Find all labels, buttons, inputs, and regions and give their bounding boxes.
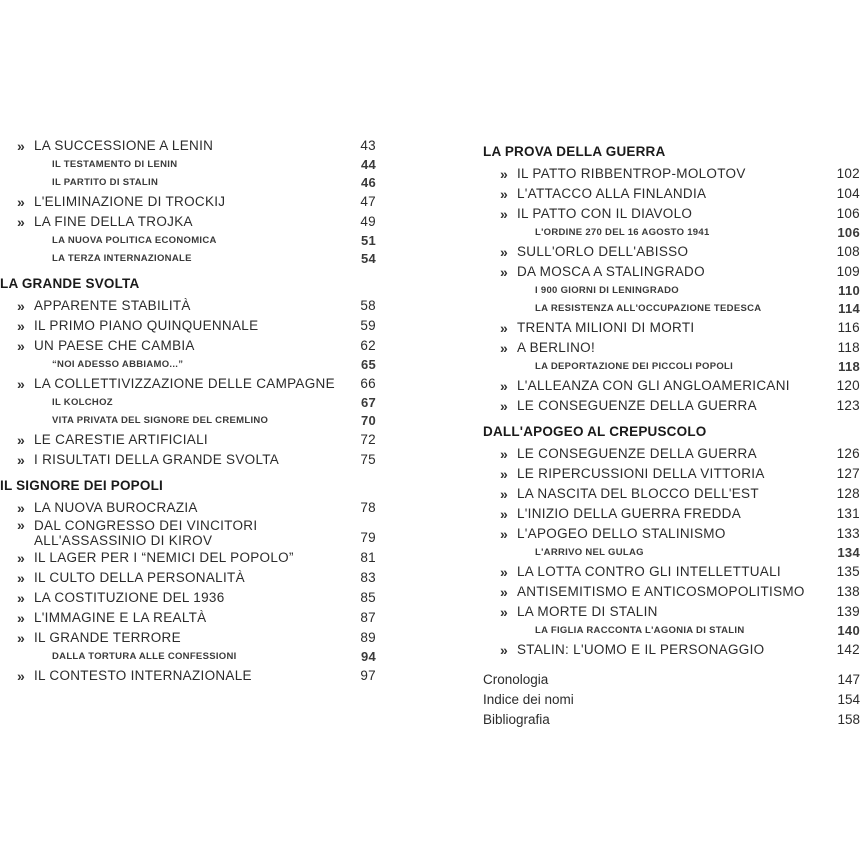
toc-subentry-il-testamento-di-lenin[interactable] xyxy=(0,156,376,174)
page-number: 108 xyxy=(836,244,860,259)
entry-title: LE CONSEGUENZE DELLA GUERRA xyxy=(517,446,757,461)
toc-subentry-la-deportazione-dei-piccoli-popoli[interactable] xyxy=(483,358,860,376)
entry-title: LA DEPORTAZIONE DEI PICCOLI POPOLI xyxy=(535,361,734,372)
toc-entry-l-immagine-e-la-realt[interactable] xyxy=(0,608,376,628)
page-number: 85 xyxy=(360,590,376,605)
double-chevron-icon: » xyxy=(500,466,509,482)
page-number: 123 xyxy=(836,398,860,413)
toc-subentry-la-nuova-politica-economica[interactable] xyxy=(0,232,376,250)
entry-title: LA NUOVA POLITICA ECONOMICA xyxy=(52,235,217,246)
entry-title: I RISULTATI DELLA GRANDE SVOLTA xyxy=(34,452,280,467)
toc-entry-dal-congresso-dei-vincitori-all-assassin[interactable] xyxy=(0,518,376,548)
page-number: 78 xyxy=(360,500,376,515)
page-number: 147 xyxy=(837,672,860,687)
page-number: 110 xyxy=(838,283,860,298)
toc-entry-da-mosca-a-stalingrado[interactable] xyxy=(483,262,860,282)
page-number: 131 xyxy=(836,506,860,521)
toc-entry-il-contesto-internazionale[interactable] xyxy=(0,666,376,686)
double-chevron-icon: » xyxy=(500,206,509,222)
entry-title: LA FIGLIA RACCONTA L'AGONIA DI STALIN xyxy=(535,625,745,636)
entry-title: IL PARTITO DI STALIN xyxy=(52,177,159,188)
entry-title: A BERLINO! xyxy=(517,340,596,355)
entry-title: ANTISEMITISMO E ANTICOSMOPOLITISMO xyxy=(517,584,805,599)
entry-title: Cronologia xyxy=(483,672,549,687)
double-chevron-icon: » xyxy=(17,630,26,646)
page-number: 47 xyxy=(360,194,376,209)
toc-entry-le-carestie-artificiali[interactable] xyxy=(0,430,376,450)
page-number: 138 xyxy=(836,584,860,599)
toc-right-column xyxy=(483,136,860,730)
entry-title: IL KOLCHOZ xyxy=(52,397,113,408)
page-number: 116 xyxy=(837,320,860,335)
toc-entry-il-culto-della-personalit[interactable] xyxy=(0,568,376,588)
entry-title: SULL'ORLO DELL'ABISSO xyxy=(517,244,689,259)
toc-section-heading xyxy=(0,272,376,296)
double-chevron-icon: » xyxy=(17,610,26,626)
entry-title: DALLA TORTURA ALLE CONFESSIONI xyxy=(52,651,237,662)
toc-entry-la-costituzione-del-1936[interactable] xyxy=(0,588,376,608)
toc-entry-l-attacco-alla-finlandia[interactable] xyxy=(483,184,860,204)
toc-section-heading xyxy=(483,140,860,164)
toc-entry-a-berlino[interactable] xyxy=(483,338,860,358)
toc-entry-trenta-milioni-di-morti[interactable] xyxy=(483,318,860,338)
page-number: 46 xyxy=(360,175,376,190)
double-chevron-icon: » xyxy=(17,452,26,468)
double-chevron-icon: » xyxy=(17,318,26,334)
page-number: 154 xyxy=(837,692,860,707)
page-number: 65 xyxy=(360,357,376,372)
page-number: 49 xyxy=(360,214,376,229)
entry-title: LA SUCCESSIONE A LENIN xyxy=(34,138,214,153)
entry-title: L'IMMAGINE E LA REALTÀ xyxy=(34,610,207,625)
page-number: 67 xyxy=(360,395,376,410)
toc-entry-antisemitismo-e-anticosmopolitismo[interactable] xyxy=(483,582,860,602)
double-chevron-icon: » xyxy=(17,376,26,392)
toc-section-heading xyxy=(0,474,376,498)
toc-entry-il-grande-terrore[interactable] xyxy=(0,628,376,648)
entry-title: UN PAESE CHE CAMBIA xyxy=(34,338,195,353)
double-chevron-icon: » xyxy=(17,590,26,606)
double-chevron-icon: » xyxy=(500,526,509,542)
toc-entry-il-primo-piano-quinquennale[interactable] xyxy=(0,316,376,336)
entry-title: I 900 GIORNI DI LENINGRADO xyxy=(535,285,679,296)
double-chevron-icon: » xyxy=(17,668,26,684)
page-number: 106 xyxy=(836,206,860,221)
entry-title: Indice dei nomi xyxy=(483,692,574,707)
toc-entry-stalin-l-uomo-e-il-personaggio[interactable] xyxy=(483,640,860,660)
entry-title: IL LAGER PER I “NEMICI DEL POPOLO” xyxy=(34,550,294,565)
page-number: 62 xyxy=(360,338,376,353)
double-chevron-icon: » xyxy=(17,550,26,566)
double-chevron-icon: » xyxy=(17,517,26,533)
page-number: 126 xyxy=(836,446,860,461)
entry-title: LA TERZA INTERNAZIONALE xyxy=(52,253,192,264)
page-number: 142 xyxy=(836,642,860,657)
double-chevron-icon: » xyxy=(500,604,509,620)
page-number: 134 xyxy=(837,545,860,560)
toc-entry-la-nuova-burocrazia[interactable] xyxy=(0,498,376,518)
toc-subentry-la-resistenza-all-occupazione-tedesca[interactable] xyxy=(483,300,860,318)
toc-section-heading xyxy=(483,420,860,444)
toc-entry-il-patto-ribbentrop-molotov[interactable] xyxy=(483,164,860,184)
double-chevron-icon: » xyxy=(17,138,26,154)
toc-entry-i-risultati-della-grande-svolta[interactable] xyxy=(0,450,376,470)
page-number: 70 xyxy=(360,413,376,428)
toc-entry-la-morte-di-stalin[interactable] xyxy=(483,602,860,622)
double-chevron-icon: » xyxy=(500,166,509,182)
toc-entry-bibliografia[interactable] xyxy=(483,710,860,730)
double-chevron-icon: » xyxy=(17,432,26,448)
entry-title: APPARENTE STABILITÀ xyxy=(34,298,191,313)
entry-title: LE RIPERCUSSIONI DELLA VITTORIA xyxy=(517,466,765,481)
page-number: 72 xyxy=(360,432,376,447)
toc-entry-l-eliminazione-di-trockij[interactable] xyxy=(0,192,376,212)
toc-spacer xyxy=(483,660,860,670)
double-chevron-icon: » xyxy=(17,338,26,354)
entry-title: DAL CONGRESSO DEI VINCITORI ALL'ASSASSINIO DI KIROV xyxy=(34,518,258,548)
page-number: 133 xyxy=(836,526,860,541)
toc-entry-il-lager-per-i-nemici-del-popolo[interactable] xyxy=(0,548,376,568)
entry-title: IL GRANDE TERRORE xyxy=(34,630,181,645)
double-chevron-icon: » xyxy=(17,214,26,230)
page-number: 75 xyxy=(360,452,376,467)
page-number: 118 xyxy=(837,340,860,355)
page-number: 140 xyxy=(837,623,860,638)
toc-subentry-dalla-tortura-alle-confessioni[interactable] xyxy=(0,648,376,666)
toc-subentry-la-figlia-racconta-l-agonia-di-stalin[interactable] xyxy=(483,622,860,640)
page-number: 128 xyxy=(836,486,860,501)
double-chevron-icon: » xyxy=(17,298,26,314)
toc-subentry-noi-adesso-abbiamo[interactable] xyxy=(0,356,376,374)
toc-left-column xyxy=(0,136,376,686)
toc-entry-la-fine-della-trojka[interactable] xyxy=(0,212,376,232)
double-chevron-icon: » xyxy=(500,486,509,502)
page-number: 58 xyxy=(360,298,376,313)
toc-subentry-l-ordine-270-del-16-agosto-1941[interactable] xyxy=(483,224,860,242)
page-number: 104 xyxy=(836,186,860,201)
entry-title: LA FINE DELLA TROJKA xyxy=(34,214,193,229)
entry-title: L'ALLEANZA CON GLI ANGLOAMERICANI xyxy=(517,378,790,393)
page-number: 94 xyxy=(360,649,376,664)
double-chevron-icon: » xyxy=(500,340,509,356)
toc-entry-l-apogeo-dello-stalinismo[interactable] xyxy=(483,524,860,544)
entry-title: IL PATTO RIBBENTROP-MOLOTOV xyxy=(517,166,746,181)
toc-entry-cronologia[interactable] xyxy=(483,670,860,690)
page-number: 79 xyxy=(360,530,376,545)
section-title: LA PROVA DELLA GUERRA xyxy=(483,144,666,159)
double-chevron-icon: » xyxy=(500,642,509,658)
entry-title: IL CONTESTO INTERNAZIONALE xyxy=(34,668,252,683)
entry-title: STALIN: L'UOMO E IL PERSONAGGIO xyxy=(517,642,765,657)
entry-title: TRENTA MILIONI DI MORTI xyxy=(517,320,695,335)
double-chevron-icon: » xyxy=(500,564,509,580)
page-number: 59 xyxy=(360,318,376,333)
entry-title: VITA PRIVATA DEL SIGNORE DEL CREMLINO xyxy=(52,415,269,426)
entry-title: L'INIZIO DELLA GUERRA FREDDA xyxy=(517,506,742,521)
toc-entry-l-alleanza-con-gli-angloamericani[interactable] xyxy=(483,376,860,396)
toc-entry-apparente-stabilit[interactable] xyxy=(0,296,376,316)
toc-subentry-vita-privata-del-signore-del-cremlino[interactable] xyxy=(0,412,376,430)
entry-title: IL PATTO CON IL DIAVOLO xyxy=(517,206,693,221)
entry-title: L'ARRIVO NEL GULAG xyxy=(535,547,644,558)
entry-title: LA RESISTENZA ALL'OCCUPAZIONE TEDESCA xyxy=(535,303,762,314)
toc-entry-la-collettivizzazione-delle-campagne[interactable] xyxy=(0,374,376,394)
entry-title: IL CULTO DELLA PERSONALITÀ xyxy=(34,570,245,585)
entry-title: IL PRIMO PIANO QUINQUENNALE xyxy=(34,318,259,333)
double-chevron-icon: » xyxy=(500,378,509,394)
toc-subentry-i-900-giorni-di-leningrado[interactable] xyxy=(483,282,860,300)
entry-title: LE CONSEGUENZE DELLA GUERRA xyxy=(517,398,757,413)
double-chevron-icon: » xyxy=(500,244,509,260)
entry-title: LA COLLETTIVIZZAZIONE DELLE CAMPAGNE xyxy=(34,376,335,391)
double-chevron-icon: » xyxy=(500,186,509,202)
toc-entry-le-ripercussioni-della-vittoria[interactable] xyxy=(483,464,860,484)
page-number: 158 xyxy=(837,712,860,727)
page-number: 135 xyxy=(836,564,860,579)
double-chevron-icon: » xyxy=(500,264,509,280)
double-chevron-icon: » xyxy=(500,584,509,600)
toc-entry-la-lotta-contro-gli-intellettuali[interactable] xyxy=(483,562,860,582)
entry-title: LA MORTE DI STALIN xyxy=(517,604,658,619)
section-title: IL SIGNORE DEI POPOLI xyxy=(0,478,163,493)
entry-title: LA NASCITA DEL BLOCCO DELL'EST xyxy=(517,486,759,501)
entry-title: LA COSTITUZIONE DEL 1936 xyxy=(34,590,225,605)
toc-entry-le-conseguenze-della-guerra[interactable] xyxy=(483,444,860,464)
page-number: 127 xyxy=(836,466,860,481)
toc-subentry-il-kolchoz[interactable] xyxy=(0,394,376,412)
toc-subentry-il-partito-di-stalin[interactable] xyxy=(0,174,376,192)
page-number: 118 xyxy=(838,359,860,374)
entry-title: LA NUOVA BUROCRAZIA xyxy=(34,500,198,515)
section-title: DALL'APOGEO AL CREPUSCOLO xyxy=(483,424,707,439)
toc-entry-la-successione-a-lenin[interactable] xyxy=(0,136,376,156)
double-chevron-icon: » xyxy=(500,506,509,522)
toc-entry-l-inizio-della-guerra-fredda[interactable] xyxy=(483,504,860,524)
double-chevron-icon: » xyxy=(17,570,26,586)
double-chevron-icon: » xyxy=(17,500,26,516)
entry-title: L'ORDINE 270 DEL 16 AGOSTO 1941 xyxy=(535,227,710,238)
toc-entry-indice-dei-nomi[interactable] xyxy=(483,690,860,710)
toc-entry-un-paese-che-cambia[interactable] xyxy=(0,336,376,356)
entry-title: L'ELIMINAZIONE DI TROCKIJ xyxy=(34,194,226,209)
page-number: 66 xyxy=(360,376,376,391)
page-number: 51 xyxy=(360,233,376,248)
toc-entry-il-patto-con-il-diavolo[interactable] xyxy=(483,204,860,224)
page-number: 89 xyxy=(360,630,376,645)
entry-title: Bibliografia xyxy=(483,712,550,727)
section-title: LA GRANDE SVOLTA xyxy=(0,276,140,291)
page-number: 114 xyxy=(838,301,860,316)
entry-title: L'ATTACCO ALLA FINLANDIA xyxy=(517,186,707,201)
toc-entry-sull-orlo-dell-abisso[interactable] xyxy=(483,242,860,262)
double-chevron-icon: » xyxy=(500,398,509,414)
toc-subentry-la-terza-internazionale[interactable] xyxy=(0,250,376,268)
entry-title: “NOI ADESSO ABBIAMO...” xyxy=(52,359,184,370)
entry-title: LE CARESTIE ARTIFICIALI xyxy=(34,432,208,447)
page-number: 54 xyxy=(360,251,376,266)
page-number: 102 xyxy=(836,166,860,181)
page-number: 97 xyxy=(360,668,376,683)
double-chevron-icon: » xyxy=(17,194,26,210)
toc-subentry-l-arrivo-nel-gulag[interactable] xyxy=(483,544,860,562)
toc-entry-le-conseguenze-della-guerra[interactable] xyxy=(483,396,860,416)
page-number: 43 xyxy=(360,138,376,153)
double-chevron-icon: » xyxy=(500,446,509,462)
page-number: 87 xyxy=(360,610,376,625)
page-number: 106 xyxy=(837,225,860,240)
toc-entry-la-nascita-del-blocco-dell-est[interactable] xyxy=(483,484,860,504)
page-number: 139 xyxy=(836,604,860,619)
page-number: 120 xyxy=(836,378,860,393)
page-number: 109 xyxy=(836,264,860,279)
entry-title: L'APOGEO DELLO STALINISMO xyxy=(517,526,726,541)
page-number: 81 xyxy=(360,550,376,565)
entry-title: DA MOSCA A STALINGRADO xyxy=(517,264,705,279)
entry-title: IL TESTAMENTO DI LENIN xyxy=(52,159,178,170)
page-number: 44 xyxy=(360,157,376,172)
entry-title: LA LOTTA CONTRO GLI INTELLETTUALI xyxy=(517,564,781,579)
page-number: 83 xyxy=(360,570,376,585)
double-chevron-icon: » xyxy=(500,320,509,336)
